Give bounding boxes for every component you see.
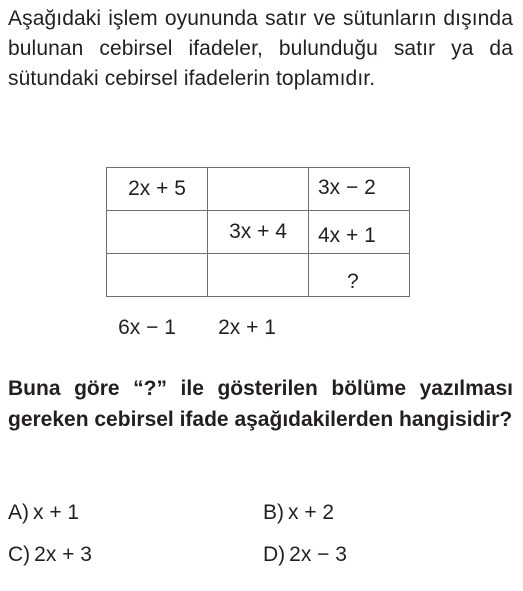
- grid-row: [107, 254, 410, 297]
- option-d[interactable]: [263, 543, 347, 567]
- grid-cell: [107, 254, 208, 297]
- grid-cell: [107, 211, 208, 254]
- option-text: x + 1: [33, 501, 80, 524]
- grid-cell: 2x + 5: [107, 168, 208, 211]
- row-total-2: 4x + 1: [318, 224, 376, 247]
- intro-paragraph: Aşağıdaki işlem oyununda satır ve sütunların dışında bulunan cebirsel ifadeler, bulunduğu satır ya da sütundaki cebirsel ifadelerin toplamıdır.: [8, 7, 513, 90]
- question-text: Buna göre “?” ile gösterilen bölüme yazılması gereken cebirsel ifade aşağıdakilerden hangisidir?: [8, 377, 513, 431]
- grid-cell: [208, 168, 309, 211]
- row-total-1: 3x − 2: [318, 176, 376, 199]
- option-letter: D): [263, 543, 286, 566]
- option-text: 2x − 3: [289, 543, 347, 566]
- option-letter: C): [8, 543, 31, 566]
- column-total-1: 6x − 1: [118, 316, 176, 339]
- option-letter: A): [8, 501, 29, 524]
- grid-cell: [208, 254, 309, 297]
- option-b[interactable]: [263, 501, 334, 525]
- option-c[interactable]: [8, 543, 92, 567]
- grid-cell: 3x + 4: [208, 211, 309, 254]
- column-total-2: 2x + 1: [218, 316, 276, 339]
- grid-cell: [309, 254, 410, 297]
- option-text: x + 2: [288, 501, 335, 524]
- row-total-unknown: ?: [347, 270, 359, 293]
- option-text: 2x + 3: [34, 543, 92, 566]
- option-a[interactable]: [8, 501, 79, 525]
- option-letter: B): [263, 501, 284, 524]
